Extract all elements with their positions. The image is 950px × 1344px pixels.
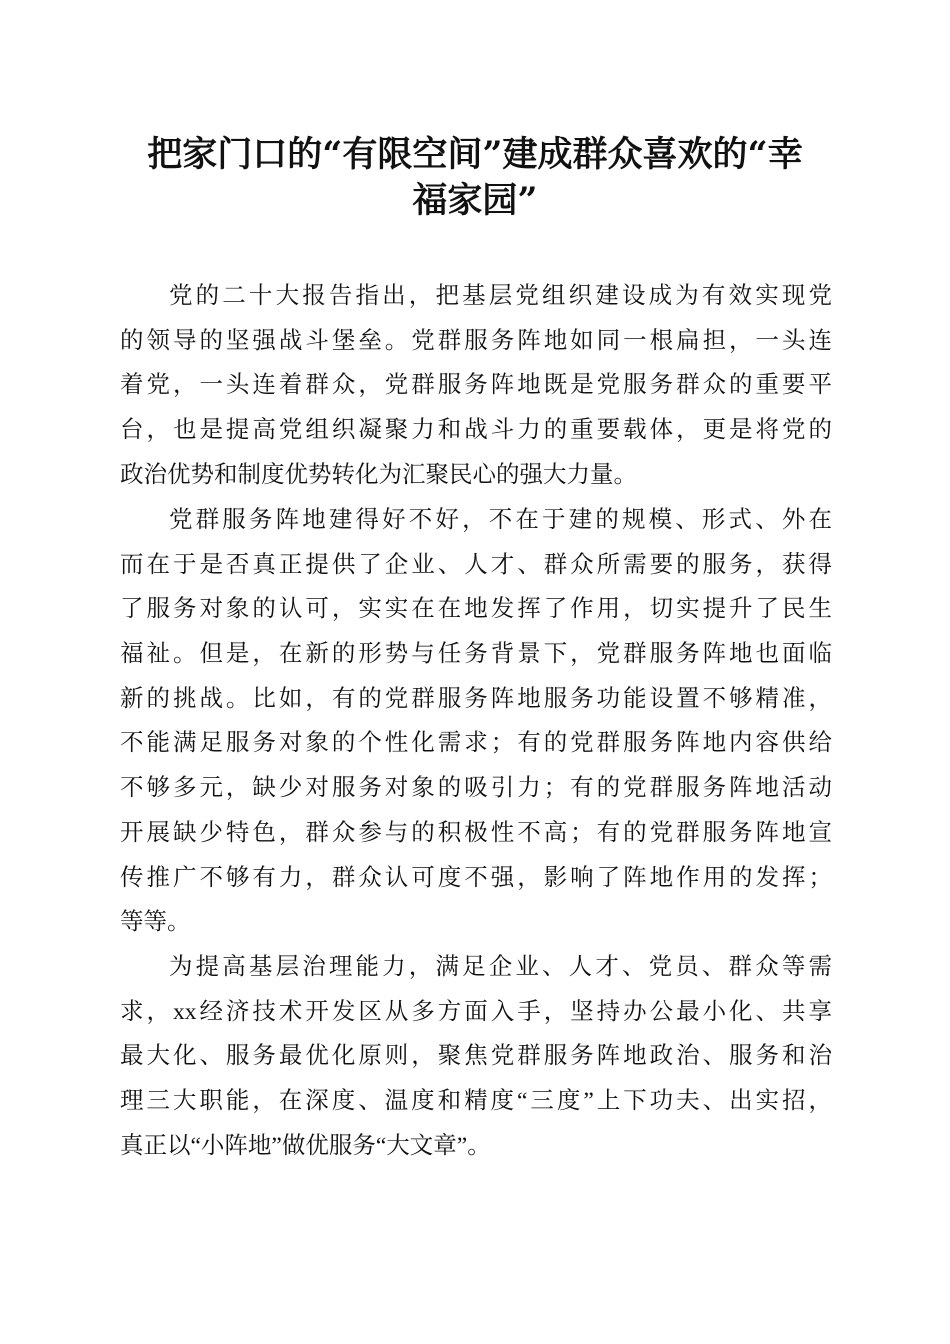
paragraph-line: 福祉。但是，在新的形势与任务背景下，党群服务阵地也面临 <box>120 641 832 668</box>
paragraph-3 <box>120 945 832 1168</box>
paragraph-line: 党的二十大报告指出，把基层党组织建设成为有效实现党 <box>169 283 832 309</box>
title-line: 把家门口的“有限空间”建成群众喜欢的“幸 <box>147 134 803 175</box>
paragraph-line: 等等。 <box>120 909 191 936</box>
paragraph-line: 了服务对象的认可，实实在在地发挥了作用，切实提升了民生 <box>120 596 832 623</box>
paragraph-1 <box>120 274 832 497</box>
paragraph-line: 不够多元，缺少对服务对象的吸引力；有的党群服务阵地活动 <box>120 775 832 802</box>
paragraph-2 <box>120 498 832 945</box>
paragraph-line: 求，xx经济技术开发区从多方面入手，坚持办公最小化、共享 <box>120 998 832 1025</box>
paragraph-line: 党群服务阵地建得好不好，不在于建的规模、形式、外在 <box>169 507 832 533</box>
title-line: 福家园” <box>412 180 538 221</box>
paragraph-line: 传推广不够有力，群众认可度不强，影响了阵地作用的发挥； <box>120 864 832 891</box>
paragraph-line: 理三大职能，在深度、温度和精度“三度”上下功夫、出实招， <box>120 1088 832 1115</box>
paragraph-line: 不能满足服务对象的个性化需求；有的党群服务阵地内容供给 <box>120 730 832 757</box>
paragraph-line: 真正以“小阵地”做优服务“大文章”。 <box>120 1132 491 1159</box>
paragraph-line: 政治优势和制度优势转化为汇聚民心的强大力量。 <box>120 461 637 488</box>
paragraph-line: 而在于是否真正提供了企业、人才、群众所需要的服务，获得 <box>120 551 832 578</box>
paragraph-line: 最大化、服务最优化原则，聚焦党群服务阵地政治、服务和治 <box>120 1043 832 1070</box>
paragraph-line: 开展缺少特色，群众参与的积极性不高；有的党群服务阵地宣 <box>120 819 832 846</box>
document-title <box>100 132 850 224</box>
paragraph-line: 的领导的坚强战斗堡垒。党群服务阵地如同一根扁担，一头连 <box>120 327 832 354</box>
paragraph-line: 台，也是提高党组织凝聚力和战斗力的重要载体，更是将党的 <box>120 417 832 444</box>
paragraph-line: 着党，一头连着群众，党群服务阵地既是党服务群众的重要平 <box>120 372 832 399</box>
paragraph-line: 为提高基层治理能力，满足企业、人才、党员、群众等需 <box>169 954 832 980</box>
paragraph-line: 新的挑战。比如，有的党群服务阵地服务功能设置不够精准， <box>120 685 832 712</box>
